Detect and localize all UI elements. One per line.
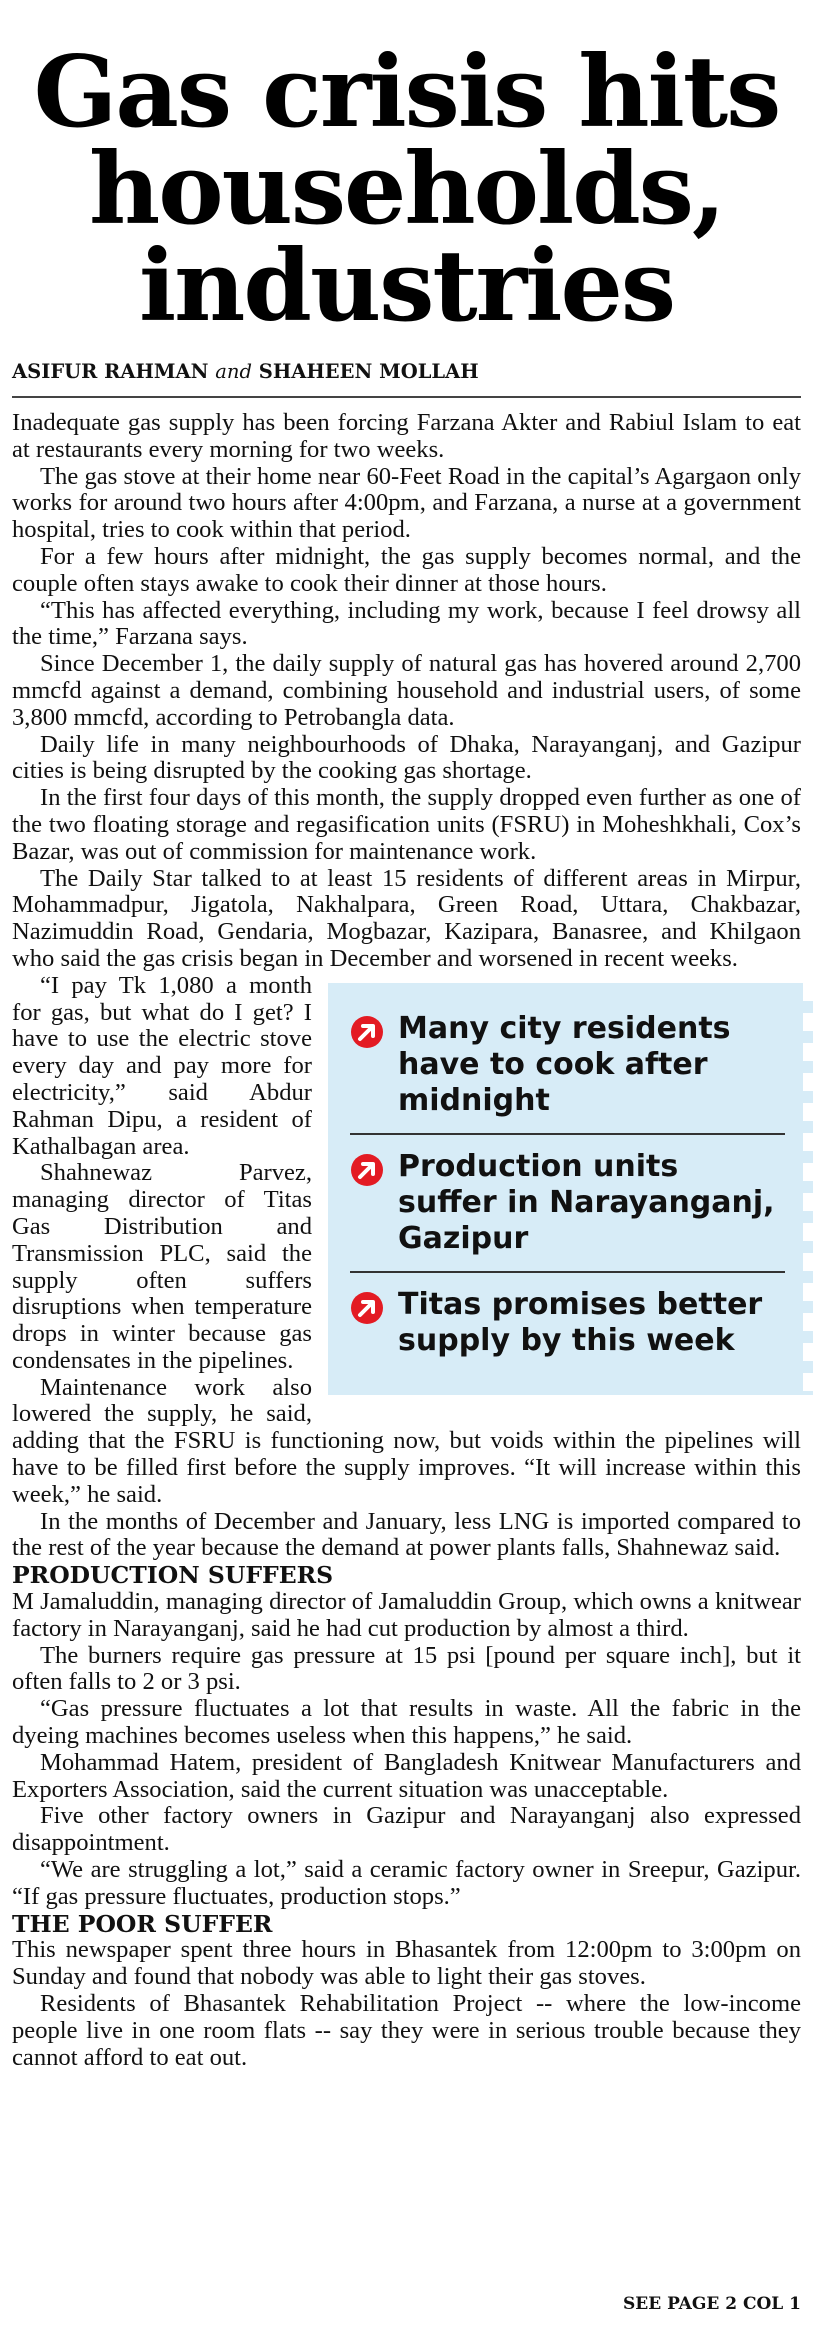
highlight-text: Titas promises better supply by this week [398,1286,763,1358]
headline-line-3: industries [138,229,675,344]
byline-author-1: ASIFUR RAHMAN [12,360,209,383]
article-page [0,35,813,2328]
paragraph: Shahnewaz Parvez, managing director of Titas Gas Distribution and Transmission PLC, said the supply often suffers disruptions when temperature drops in winter because gas condensates in the pipelines. [12,1159,312,1374]
paragraph: M Jamaluddin, managing director of Jamaluddin Group, which owns a knitwear factory in Narayanganj, said he had cut production by almost a third. [12,1588,801,1642]
byline-author-2: SHAHEEN MOLLAH [258,360,479,383]
paragraph: Mohammad Hatem, president of Bangladesh Knitwear Manufacturers and Exporters Association, said the current situation was unacceptable. [12,1748,801,1803]
paragraph: “Gas pressure fluctuates a lot that results in waste. All the fabric in the dyeing machines becomes useless when this happens,” he said. [12,1695,801,1750]
paragraph: “We are struggling a lot,” said a ceramic factory owner in Sreepur, Gazipur. “If gas pressure fluctuates, production stops.” [12,1856,801,1910]
headline [12,35,801,344]
headline-line-1: Gas crisis hits [33,35,780,150]
paragraph: Five other factory owners in Gazipur and Narayanganj also expressed disappointment. [12,1802,801,1857]
paragraph: For a few hours after midnight, the gas supply becomes normal, and the couple often stays awake to cook their dinner at those hours. [12,542,801,597]
paragraph: Inadequate gas supply has been forcing Farzana Akter and Rabiul Islam to eat at restaurants every morning for two weeks. [12,409,801,463]
highlight-text: Production units suffer in Narayanganj, Gazipur [398,1148,775,1256]
continuation-note: SEE PAGE 2 COL 1 [622,2294,801,2314]
paragraph: In the months of December and January, less LNG is imported compared to the rest of the year because the demand at power plants falls, Shahnewaz said. [12,1507,801,1562]
paragraph: The gas stove at their home near 60-Feet Road in the capital’s Agargaon only works for around two hours after 4:00pm, and Farzana, a nurse at a government hospital, tries to cook within that period. [12,462,801,544]
red-arrow-icon [350,1153,384,1187]
red-arrow-icon [350,1015,384,1049]
paragraph: This newspaper spent three hours in Bhasantek from 12:00pm to 3:00pm on Sunday and found that nobody was able to light their gas stoves. [12,1936,801,1991]
paragraph: “This has affected everything, including my work, because I feel drowsy all the time,” Farzana says. [12,596,801,651]
red-arrow-icon [350,1291,384,1325]
byline-connector: and [215,360,252,383]
highlight-item [350,1001,785,1133]
headline-line-2: households, [88,132,725,247]
highlights-box [328,983,813,1395]
byline [12,359,801,398]
section-heading: THE POOR SUFFER [12,1909,273,1938]
paragraph: The burners require gas pressure at 15 psi [pound per square inch], but it often falls to 2 or 3 psi. [12,1641,801,1696]
paragraph: Residents of Bhasantek Rehabilitation Project -- where the low-income people live in one room flats -- say they were in serious trouble because they cannot afford to eat out. [12,1990,801,2071]
paragraph: The Daily Star talked to at least 15 residents of different areas in Mirpur, Mohammadpur, Jigatola, Nakhalpara, Green Road, Uttara, Chakbazar, Nazimuddin Road, Gendaria, Mogbazar, Kazipara, Banasree, and Khilgaon who said the gas crisis began in December and worsened in recent weeks. [12,864,801,972]
highlight-item [350,1133,785,1271]
paragraph: Maintenance work also lowered the supply, he said, adding that the FSRU is functioning now, but voids within the pipelines will have to be filled first before the supply improves. “It will increase within this week,” he said. [12,1373,801,1508]
highlight-text: Many city residents have to cook after midnight [398,1010,731,1118]
article-body [12,410,801,2071]
section-heading: PRODUCTION SUFFERS [12,1561,334,1590]
paragraph: Since December 1, the daily supply of natural gas has hovered around 2,700 mmcfd against a demand, combining household and industrial users, of some 3,800 mmcfd, according to Petrobangla data. [12,650,801,731]
highlight-item [350,1271,785,1373]
paragraph: In the first four days of this month, the supply dropped even further as one of the two floating storage and regasification units (FSRU) in Moheshkhali, Cox’s Bazar, was out of commission for maintenance work. [12,784,801,865]
paragraph: Daily life in many neighbourhoods of Dhaka, Narayanganj, and Gazipur cities is being disrupted by the cooking gas shortage. [12,730,801,785]
paragraph: “I pay Tk 1,080 a month for gas, but what do I get? I have to use the electric stove every day and pay more for electricity,” said Abdur Rahman Dipu, a resident of Kathalbagan area. [12,971,312,1160]
